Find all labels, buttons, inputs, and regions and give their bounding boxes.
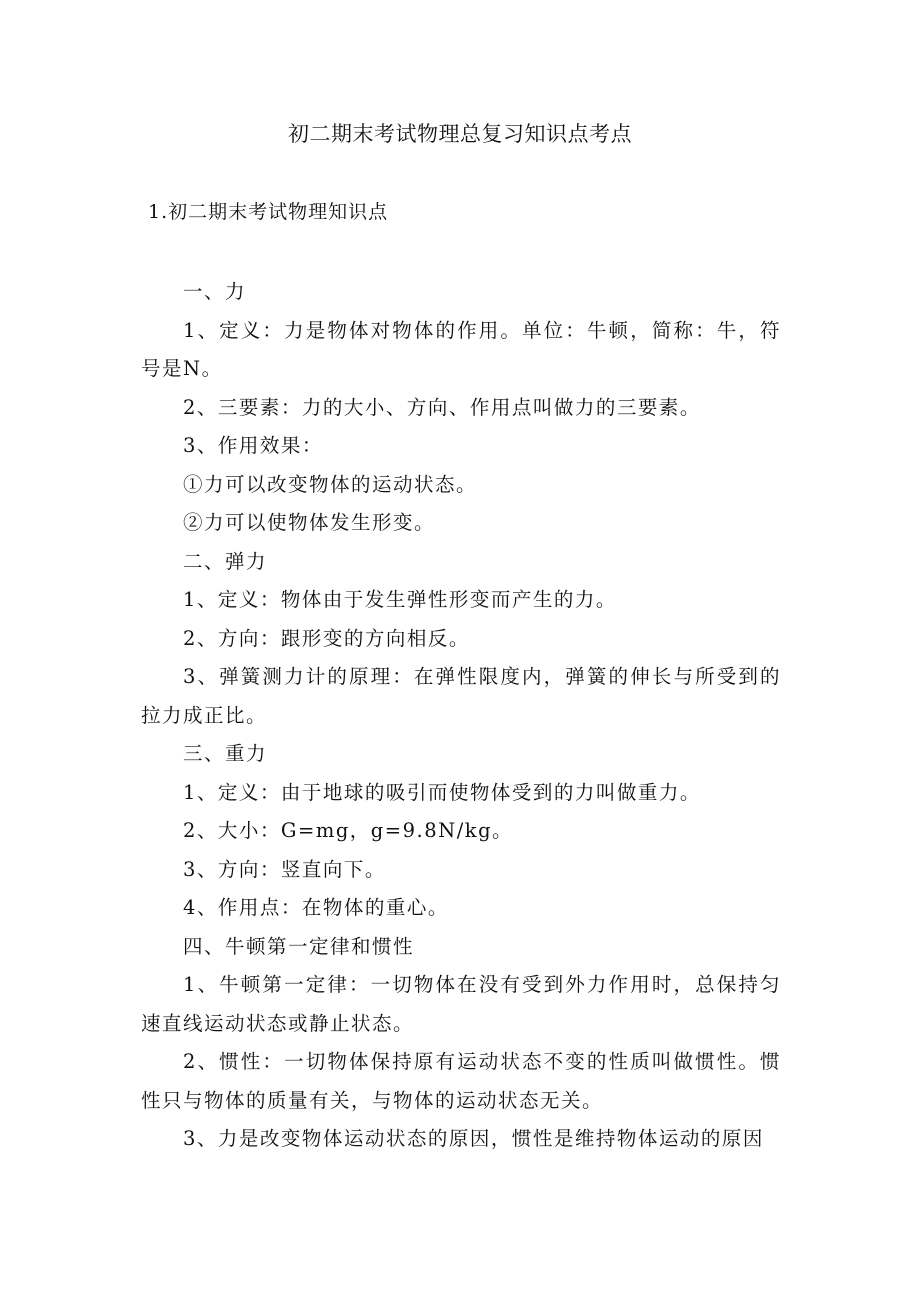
elastic-definition: 1、定义：物体由于发生弹性形变而产生的力。 (183, 588, 617, 611)
spring-scale-principle: 3、弹簧测力计的原理：在弹性限度内，弹簧的伸长与所受到的拉力成正比。 (141, 665, 781, 727)
gravity-definition: 1、定义：由于地球的吸引而使物体受到的力叫做重力。 (183, 780, 701, 804)
force-effects: 3、作用效果： (183, 434, 323, 457)
force-effect-1: ①力可以改变物体的运动状态。 (183, 472, 478, 496)
heading-newton-first-law: 四、牛顿第一定律和惯性 (183, 934, 415, 958)
force-definition: 1、定义：力是物体对物体的作用。单位：牛顿，简称：牛，符号是N。 (141, 318, 781, 380)
document-title: 初二期末考试物理总复习知识点考点 (288, 122, 632, 146)
heading-elastic-force: 二、弹力 (183, 549, 268, 573)
document-body (141, 273, 781, 1159)
force-three-elements: 2、三要素：力的大小、方向、作用点叫做力的三要素。 (183, 395, 701, 419)
gravity-application-point: 4、作用点：在物体的重心。 (183, 896, 449, 919)
gravity-magnitude: 2、大小：G=mg，g=9.8N/kg。 (183, 819, 514, 842)
inertia-definition: 2、惯性：一切物体保持原有运动状态不变的性质叫做惯性。惯性只与物体的质量有关，与物体的运动状态无关。 (141, 1050, 781, 1112)
heading-force: 一、力 (183, 280, 247, 303)
force-and-inertia: 3、力是改变物体运动状态的原因，惯性是维持物体运动的原因 (183, 1127, 764, 1150)
gravity-direction: 3、方向：竖直向下。 (183, 857, 386, 881)
section-heading: 1.初二期末考试物理知识点 (148, 201, 389, 223)
force-effect-2: ②力可以使物体发生形变。 (183, 511, 436, 534)
elastic-direction: 2、方向：跟形变的方向相反。 (183, 626, 470, 650)
newton-first-law: 1、牛顿第一定律：一切物体在没有受到外力作用时，总保持匀速直线运动状态或静止状态。 (141, 973, 781, 1035)
heading-gravity: 三、重力 (183, 742, 268, 765)
